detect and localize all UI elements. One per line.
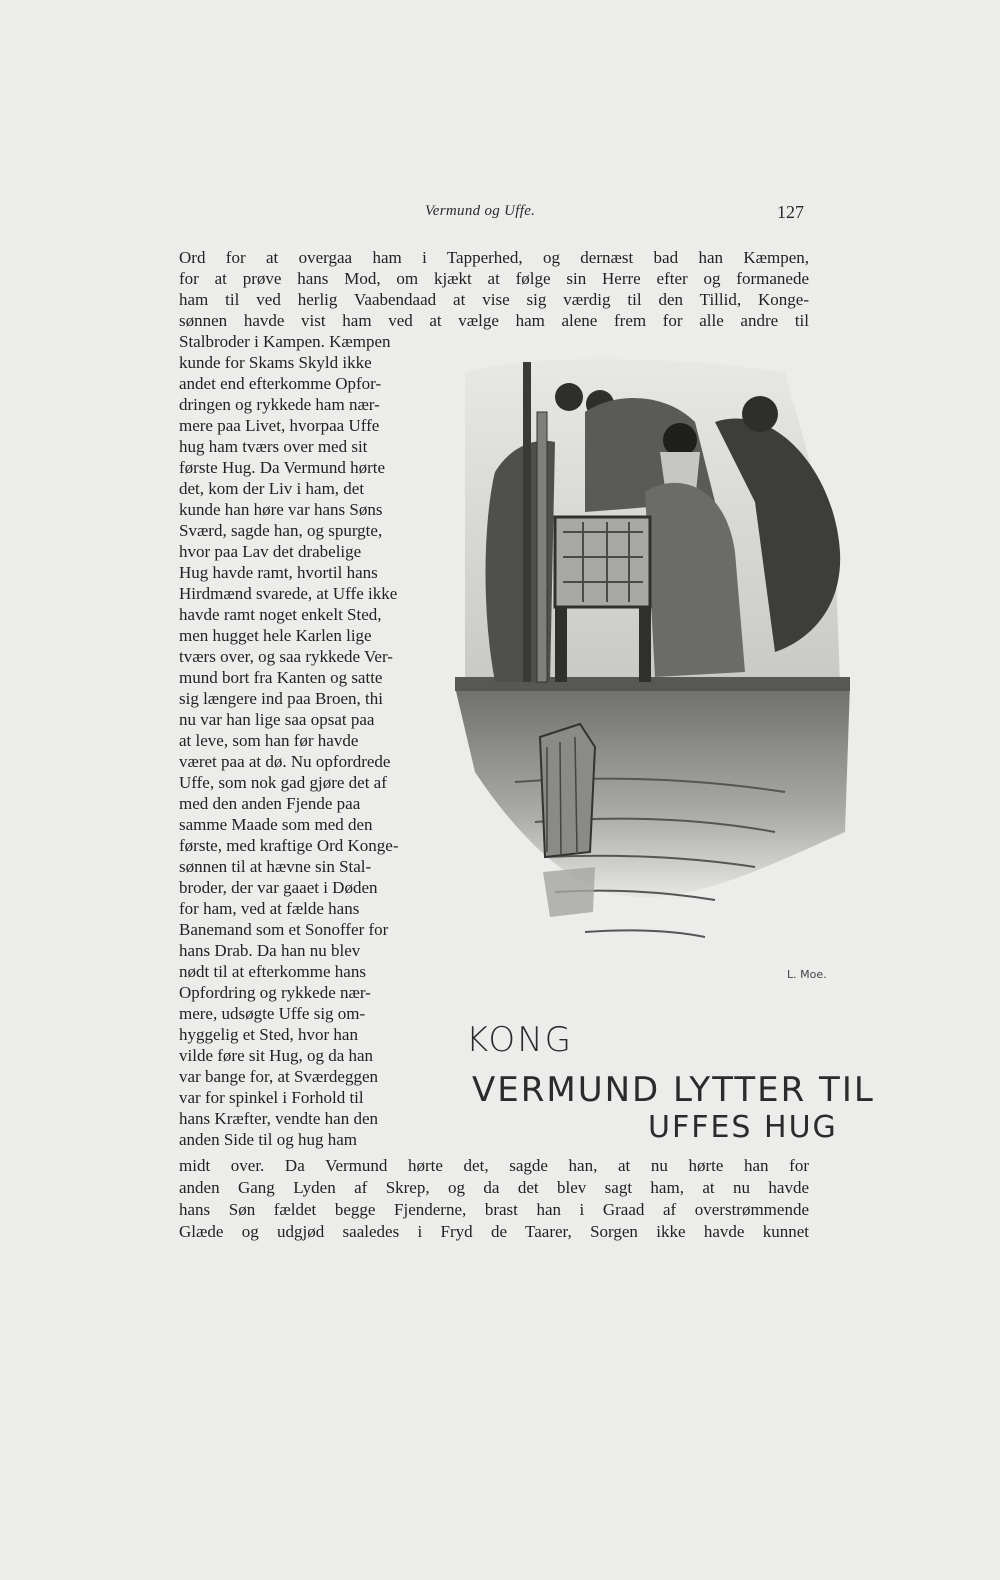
body-line: midt over. Da Vermund hørte det, sagde han, at nu hørte han for: [179, 1156, 809, 1175]
body-line: hug ham tværs over med sit: [179, 437, 368, 456]
body-line: nu var han lige saa opsat paa: [179, 710, 375, 729]
body-line: ham til ved herlig Vaabendaad at vise sig værdig til den Tillid, Konge-: [179, 290, 809, 309]
body-line: for ham, ved at fælde hans: [179, 899, 360, 918]
body-line: hyggelig et Sted, hvor han: [179, 1025, 358, 1044]
body-line: mere paa Livet, hvorpaa Uffe: [179, 416, 380, 435]
body-line: Glæde og udgjød saaledes i Fryd de Taarer, Sorgen ikke havde kunnet: [179, 1222, 809, 1241]
body-line: nødt til at efterkomme hans: [179, 962, 366, 981]
body-line: mere, udsøgte Uffe sig om-: [179, 1004, 366, 1023]
body-line: første, med kraftige Ord Konge-: [179, 836, 399, 855]
illustration-caption-line: UFFES HUG: [648, 1110, 838, 1145]
body-line: var for spinkel i Forhold til: [179, 1088, 364, 1107]
illustration-caption-line: VERMUND LYTTER TIL: [472, 1070, 875, 1110]
body-line: vilde føre sit Hug, og da han: [179, 1046, 374, 1065]
body-line: tværs over, og saa rykkede Ver-: [179, 647, 393, 666]
body-line: men hugget hele Karlen lige: [179, 626, 372, 645]
body-line: broder, der var gaaet i Døden: [179, 878, 378, 897]
body-line: kunde for Skams Skyld ikke: [179, 353, 372, 372]
page-number: 127: [777, 202, 804, 222]
body-line: hans Kræfter, vendte han den: [179, 1109, 379, 1128]
running-title: Vermund og Uffe.: [425, 203, 536, 219]
body-line: sønnen til at hævne sin Stal-: [179, 857, 372, 876]
body-line: med den anden Fjende paa: [179, 794, 361, 813]
body-line: hvor paa Lav det drabelige: [179, 542, 362, 561]
body-line: dringen og rykkede ham nær-: [179, 395, 380, 414]
body-line: hans Drab. Da han nu blev: [179, 941, 361, 960]
body-line: var bange for, at Sværdeggen: [179, 1067, 379, 1086]
body-line: Ord for at overgaa ham i Tapperhed, og dernæst bad han Kæmpen,: [179, 248, 809, 267]
body-line: sønnen havde vist ham ved at vælge ham alene frem for alle andre til: [179, 311, 809, 330]
body-line: at leve, som han før havde: [179, 731, 359, 750]
body-line: Hirdmænd svarede, at Uffe ikke: [179, 584, 398, 603]
body-line: hans Søn fældet begge Fjenderne, brast han i Graad af overstrømmende: [179, 1200, 809, 1219]
body-line: anden Side til og hug ham: [179, 1130, 358, 1149]
body-line: Opfordring og rykkede nær-: [179, 983, 371, 1002]
body-line: Uffe, som nok gad gjøre det af: [179, 773, 387, 792]
body-line: Stalbroder i Kampen. Kæmpen: [179, 332, 391, 351]
body-line: Banemand som et Sonoffer for: [179, 920, 389, 939]
body-line: andet end efterkomme Opfor-: [179, 374, 382, 393]
body-line: kunde han høre var hans Søns: [179, 500, 383, 519]
body-line: det, kom der Liv i ham, det: [179, 479, 365, 498]
artist-signature: L. Moe.: [787, 968, 827, 981]
body-line: for at prøve hans Mod, om kjækt at følge sin Herre efter og formanede: [179, 269, 809, 288]
body-line: Hug havde ramt, hvortil hans: [179, 563, 378, 582]
illustration-caption-line: KONG: [466, 1020, 573, 1060]
body-line: sig længere ind paa Broen, thi: [179, 689, 383, 708]
body-line: Sværd, sagde han, og spurgte,: [179, 521, 383, 540]
body-line: anden Gang Lyden af Skrep, og da det blev sagt ham, at nu havde: [179, 1178, 809, 1197]
body-line: første Hug. Da Vermund hørte: [179, 458, 386, 477]
body-line: havde ramt noget enkelt Sted,: [179, 605, 382, 624]
body-line: samme Maade som med den: [179, 815, 373, 834]
body-line: været paa at dø. Nu opfordrede: [179, 752, 391, 771]
body-line: mund bort fra Kanten og satte: [179, 668, 383, 687]
